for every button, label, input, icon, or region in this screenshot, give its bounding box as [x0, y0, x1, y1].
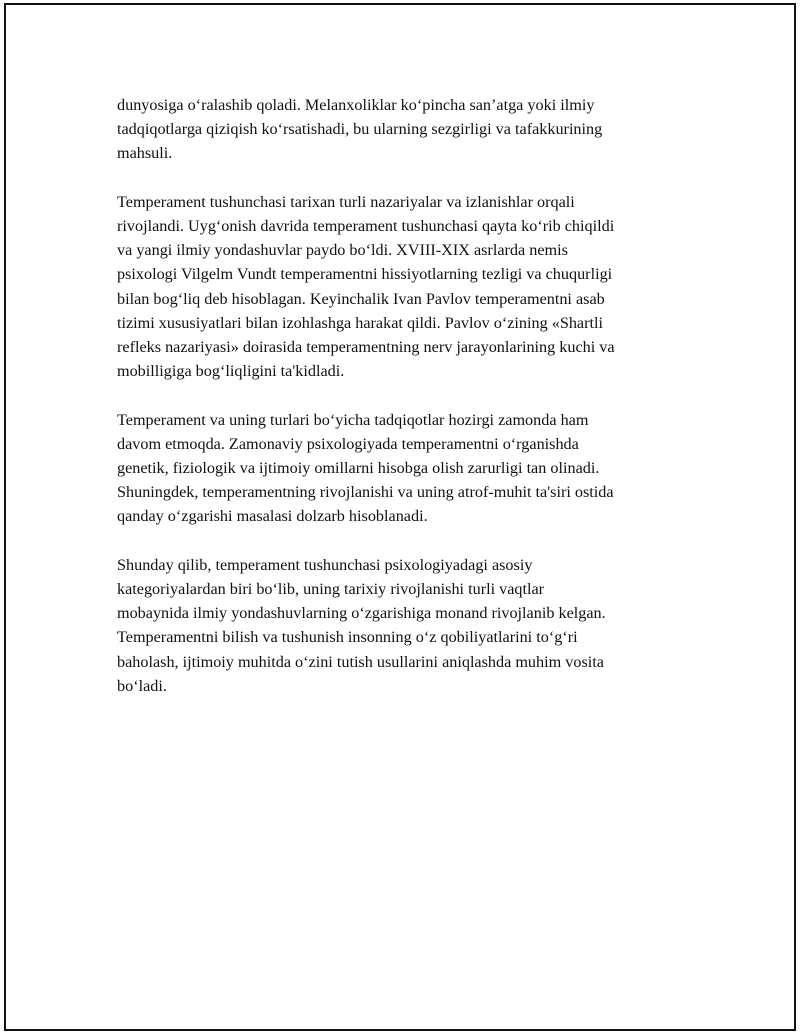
paragraph-4: Shunday qilib, temperament tushunchasi psixologiyadagi asosiy kategoriyalardan biri bo‘lib, uning tarixiy rivojlanishi turli vaqtlar mobaynida ilmiy yondashuvlarning o‘zgarishiga monand rivojlanib kelgan. Temperamentni bilish va tushunish insonning o‘z qobiliyatlarini to‘g‘ri baholash, ijtimoiy muhitda o‘zini tutish usullarini aniqlashda muhim vosita bo‘ladi.: [117, 555, 606, 695]
paragraph-1: dunyosiga o‘ralashib qoladi. Melanxoliklar ko‘pincha san’atga yoki ilmiy tadqiqotlarga qiziqish ko‘rsatishadi, bu ularning sezgirligi va tafakkurining mahsuli.: [117, 96, 603, 163]
paragraph-3: Temperament va uning turlari bo‘yicha tadqiqotlar hozirgi zamonda ham davom etmoqda. Zamonaviy psixologiyada temperamentni o‘rganishda genetik, fiziologik va ijtimoiy omillarni hisobga olish zarurligi tan olinadi. Shuningdek, temperamentning rivojlanishi va uning atrof-muhit ta'siri ostida qanday o‘zgarishi masalasi dolzarb hisoblanadi.: [117, 410, 614, 526]
paragraph-2: Temperament tushunchasi tarixan turli nazariyalar va izlanishlar orqali rivojlandi. Uyg‘onish davrida temperament tushunchasi qayta ko‘rib chiqildi va yangi ilmiy yondashuvlar paydo bo‘ldi. XVIII-XIX asrlarda nemis psixologi Vilgelm Vundt temperamentni hissiyotlarning tezligi va chuqurligi bilan bog‘liq deb hisoblagan. Keyinchalik Ivan Pavlov temperamentni asab tizimi xususiyatlari bilan izohlashga harakat qildi. Pavlov o‘zining «Shartli refleks nazariyasi» doirasida temperamentning nerv jarayonlarining kuchi va mobilligiga bog‘liqligini ta'kidladi.: [117, 192, 615, 381]
document-body: [117, 93, 717, 722]
